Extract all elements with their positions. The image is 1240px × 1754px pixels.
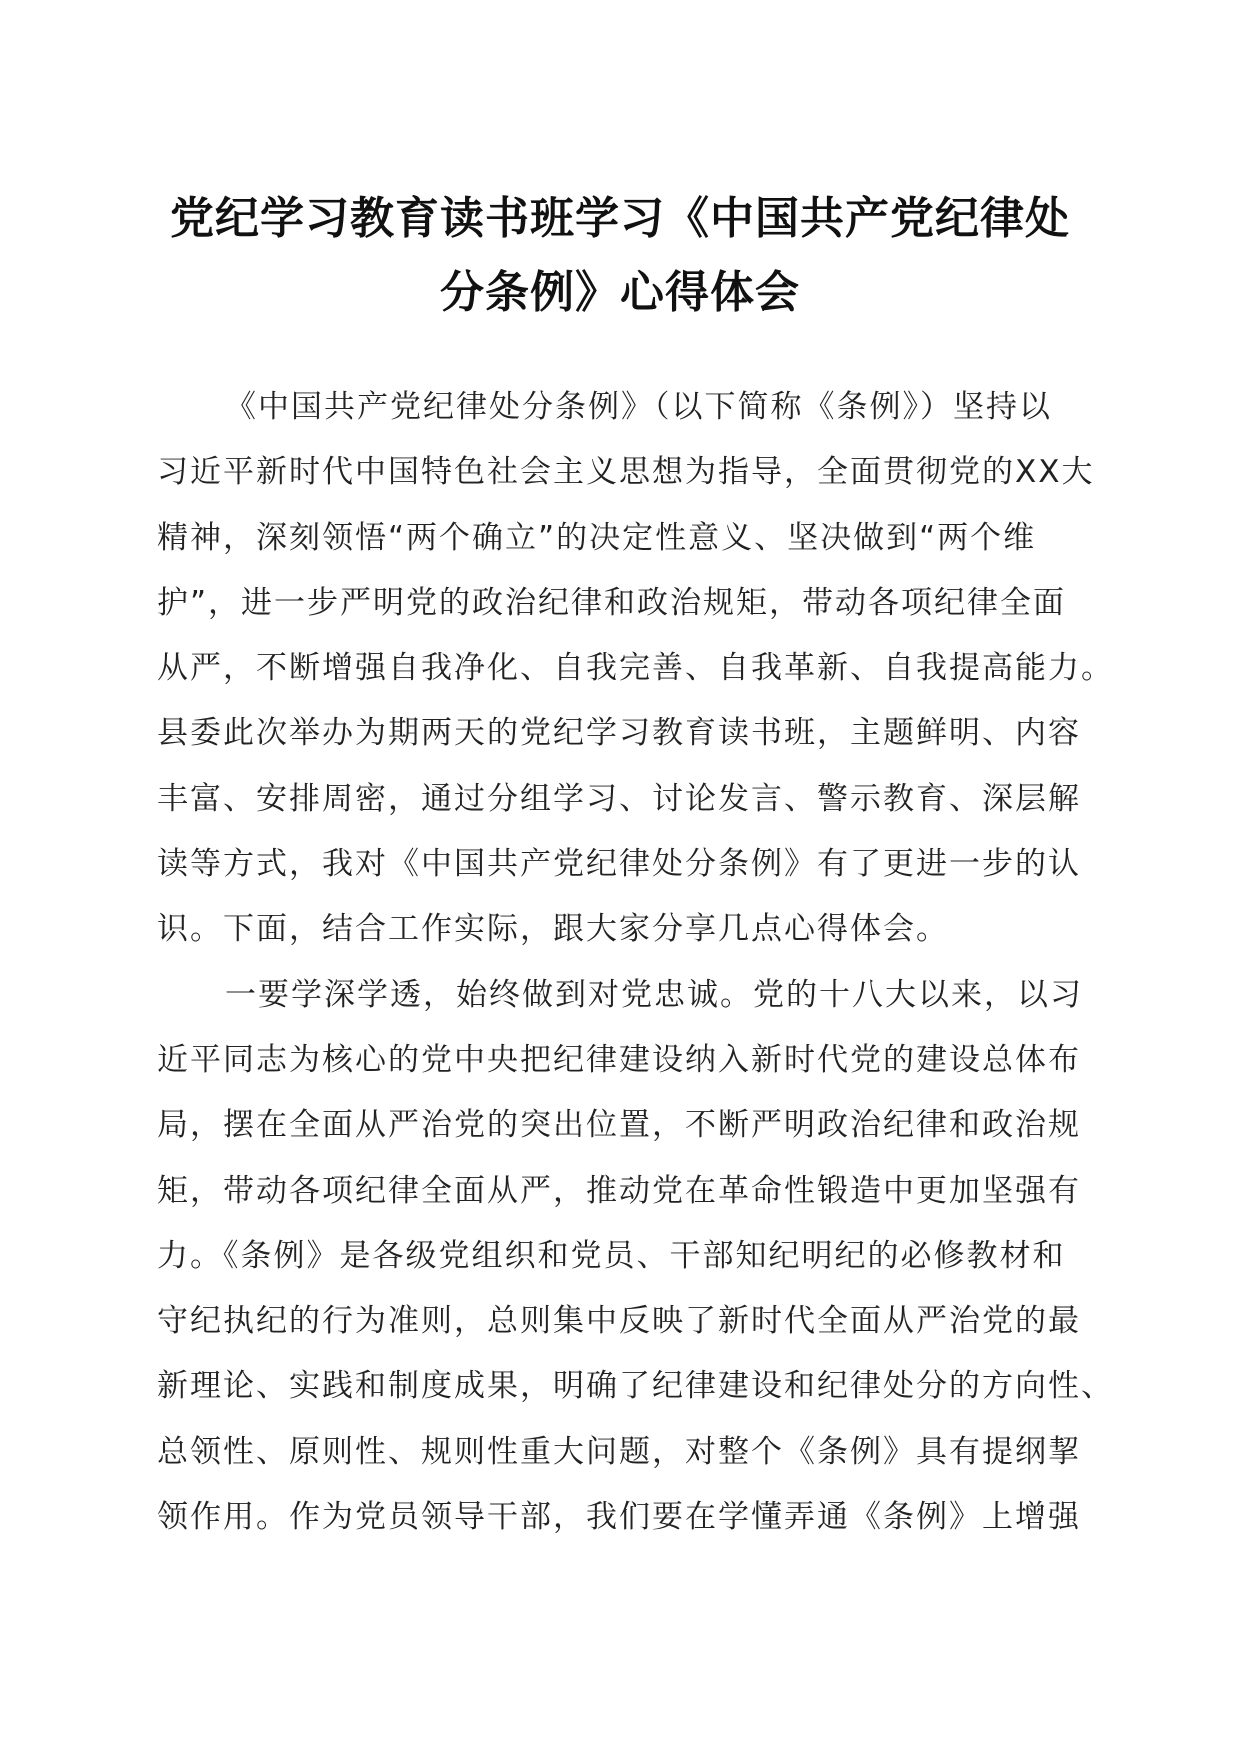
body-line: 总领性、原则性、规则性重大问题，对整个《条例》具有提纲挈: [157, 1433, 1081, 1470]
body-line: 丰富、安排周密，通过分组学习、讨论发言、警示教育、深层解: [157, 780, 1081, 817]
body-line: 护”，进一步严明党的政治纪律和政治规矩，带动各项纪律全面: [157, 584, 1067, 621]
body-line: 近平同志为核心的党中央把纪律建设纳入新时代党的建设总体布: [157, 1041, 1081, 1078]
body-line: 领作用。作为党员领导干部，我们要在学懂弄通《条例》上增强: [157, 1499, 1081, 1536]
body-line: 《中国共产党纪律处分条例》（以下简称《条例》）坚持以: [225, 389, 1052, 425]
document-title: [150, 182, 1090, 330]
body-line: 力。《条例》是各级党组织和党员、干部知纪明纪的必修教材和: [157, 1237, 1066, 1274]
title-line-1: 党纪学习教育读书班学习《中国共产党纪律处: [170, 193, 1070, 244]
title-line-2: 分条例》心得体会: [440, 267, 800, 318]
body-line: 守纪执纪的行为准则，总则集中反映了新时代全面从严治党的最: [157, 1303, 1081, 1340]
body-line: 一要学深学透，始终做到对党忠诚。党的十八大以来，以习: [225, 976, 1083, 1013]
document-body: [157, 375, 1114, 1550]
body-line: 识。下面，结合工作实际，跟大家分享几点心得体会。: [157, 911, 949, 948]
body-line: 县委此次举办为期两天的党纪学习教育读书班，主题鲜明、内容: [157, 715, 1081, 752]
body-line: 精神，深刻领悟“两个确立”的决定性意义、坚决做到“两个维: [157, 519, 1037, 556]
body-line: 局，摆在全面从严治党的突出位置，不断严明政治纪律和政治规: [157, 1107, 1081, 1144]
body-line: 读等方式，我对《中国共产党纪律处分条例》有了更进一步的认: [157, 846, 1081, 883]
body-line: 从严，不断增强自我净化、自我完善、自我革新、自我提高能力。: [157, 650, 1114, 687]
body-line: 矩，带动各项纪律全面从严，推动党在革命性锻造中更加坚强有: [157, 1172, 1081, 1209]
body-line: 习近平新时代中国特色社会主义思想为指导，全面贯彻党的XX大: [157, 454, 1095, 491]
body-line: 新理论、实践和制度成果，明确了纪律建设和纪律处分的方向性、: [157, 1368, 1114, 1405]
